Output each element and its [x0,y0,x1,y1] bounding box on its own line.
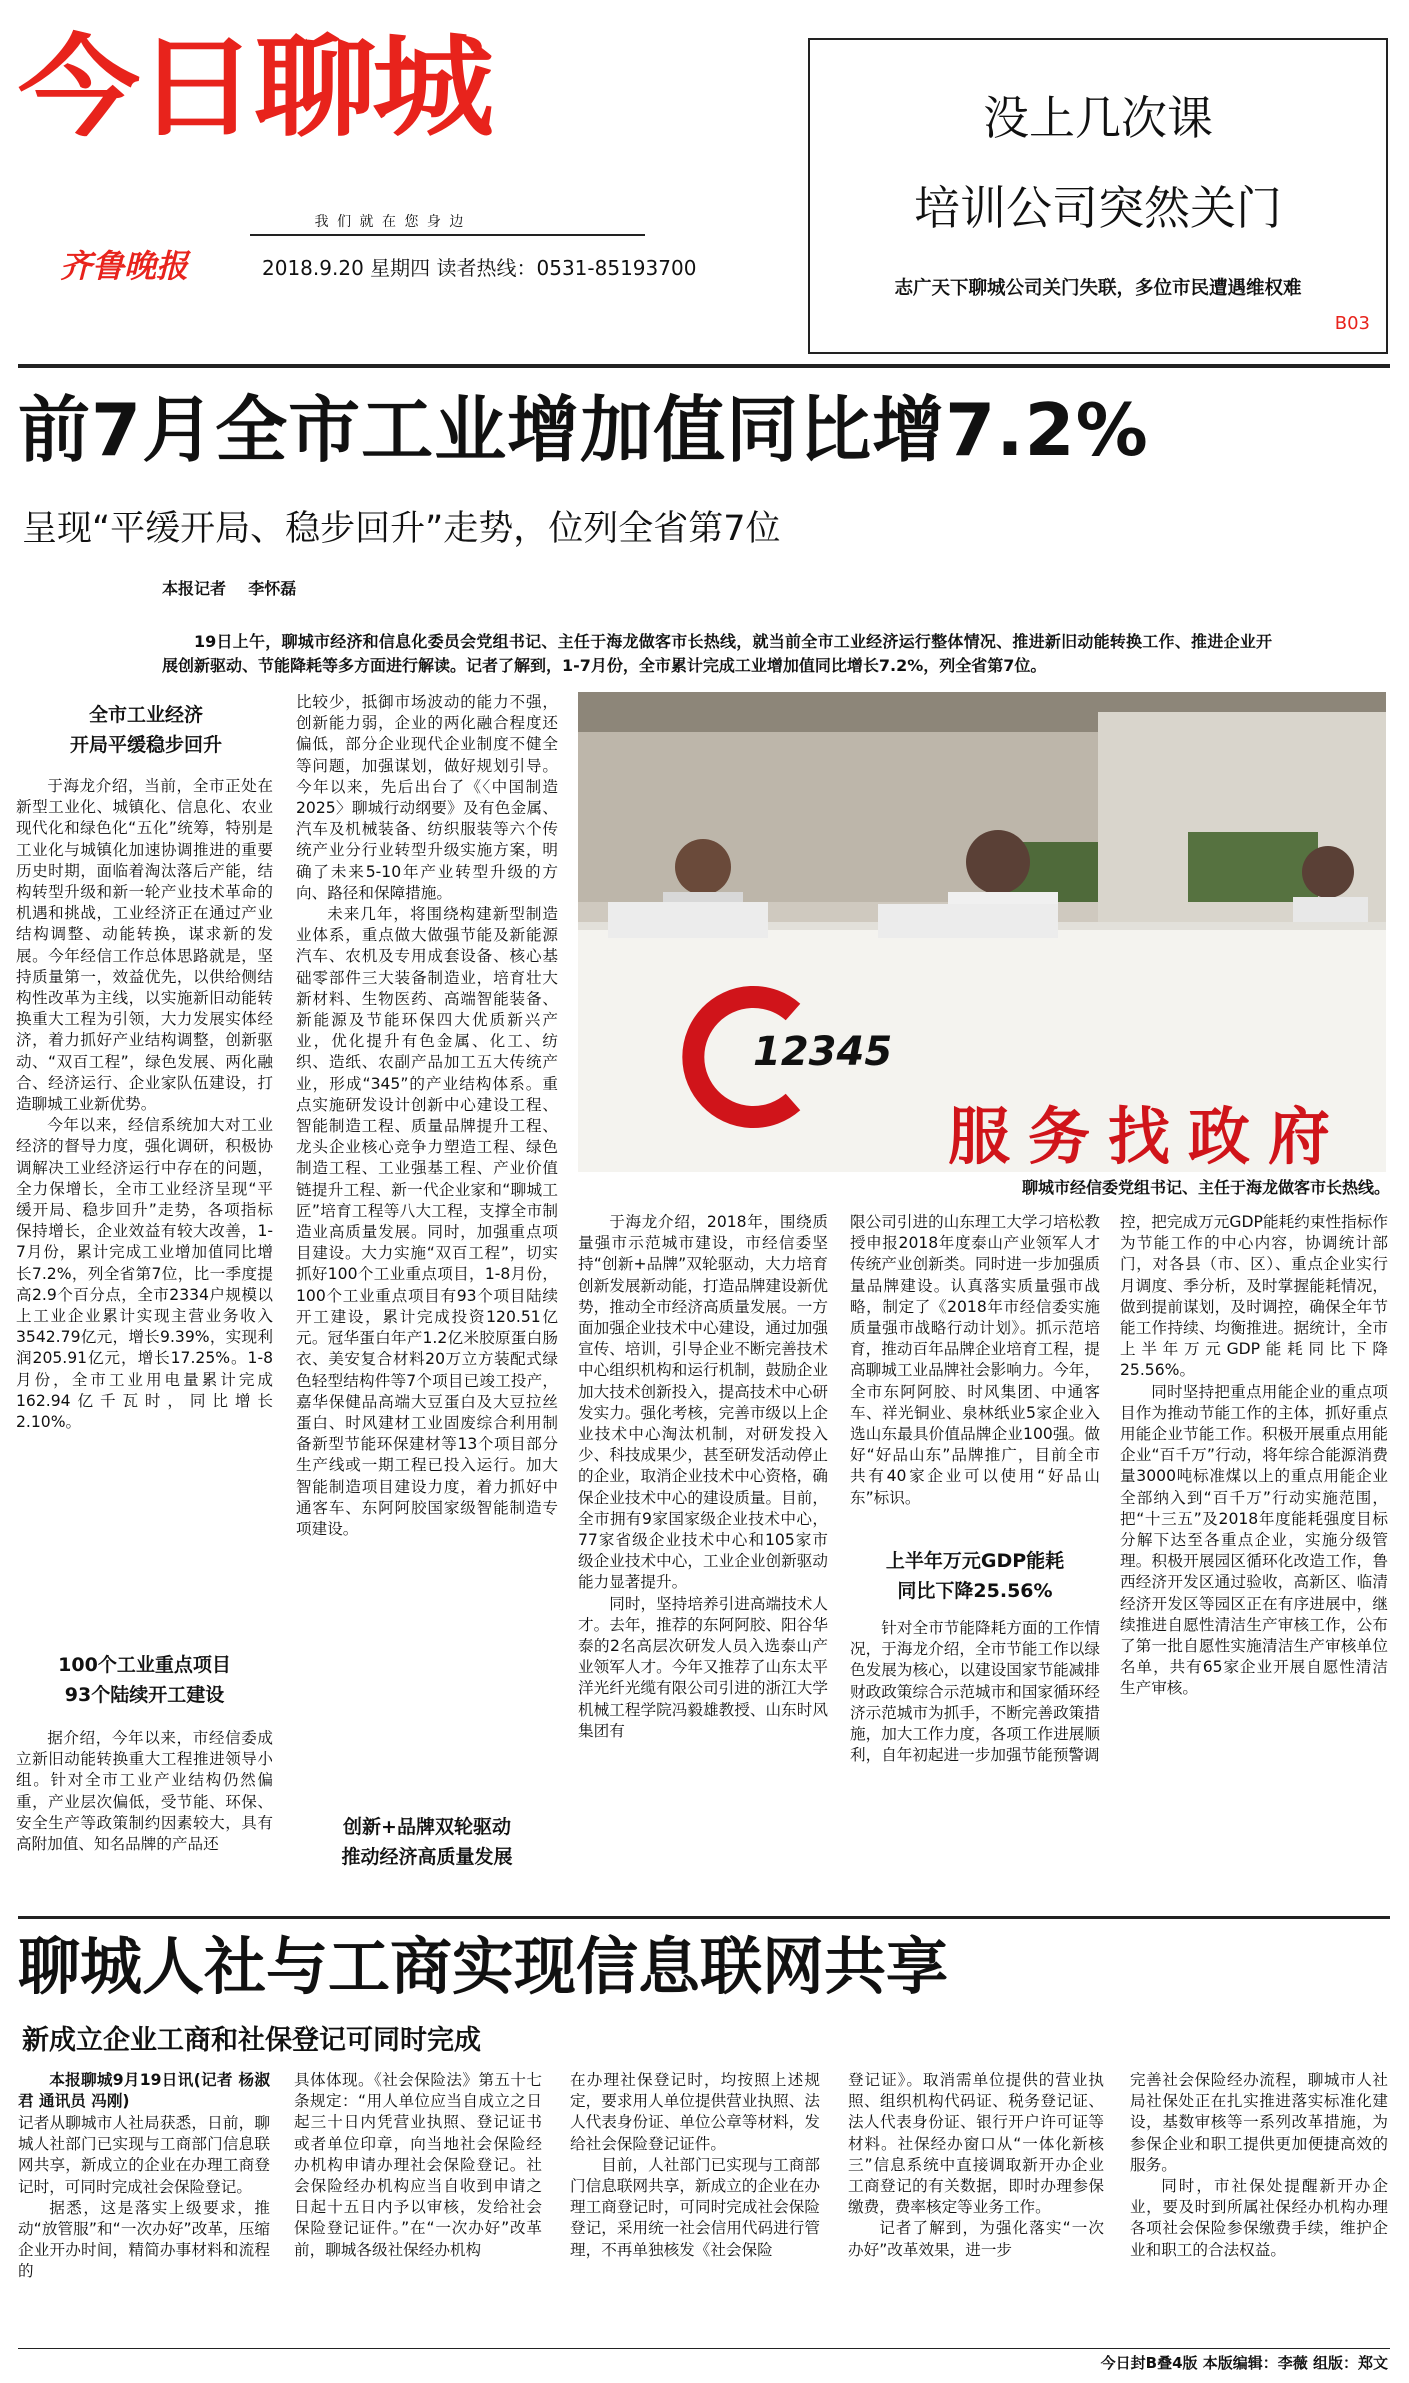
photo-number: 12345 [753,1029,893,1075]
subhead-2-line2: 93个陆续开工建设 [64,1684,225,1706]
paragraph: 记者从聊城市人社局获悉，日前，聊城人社部门已实现与工商部门信息联网共享，新成立的企业在办理工商登记时，可同时完成社会保险登记。 [18,2114,270,2196]
paragraph: 针对全市节能降耗方面的工作情况，于海龙介绍，全市节能工作以绿色发展为核心，以建设国家节能减排财政政策综合示范城市和国家循环经济示范城市为抓手，不断完善政策措施，加大工作力度，各项工作进展顺利，自年初起进一步加强节能预警调 [850,1619,1100,1765]
subhead-3-line1: 创新+品牌双轮驱动 [343,1816,511,1838]
article1-col1b [16,1728,273,1908]
paper-name: 齐鲁晚报 [60,247,189,285]
teaser-line1: 没上几次课 [983,91,1213,145]
paragraph: 同时，市社保处提醒新开办企业，要及时到所属社保经办机构办理各项社会保险参保缴费手续，维护企业和职工的合法权益。 [1130,2177,1388,2259]
article2-col4 [848,2070,1104,2343]
news-photo [578,692,1386,1172]
masthead-slogan: 我 们 就 在 您 身 边 [314,214,466,230]
masthead-logo: 今日聊城 [18,23,490,152]
page-footer: 今日封B叠4版 本版编辑：李薇 组版：郑文 [1100,2354,1388,2372]
article1-byline: 本报记者 李怀磊 [162,579,297,598]
paragraph: 控，把完成万元GDP能耗约束性指标作为节能工作的中心内容，协调统计部门，对各县（市、区）、重点企业实行月调度、季分析，及时掌握能耗情况，做到提前谋划，及时调控，确保全年节能工作持续、均衡推进。据统计，全市上半年万元GDP能耗同比下降25.56%。 [1120,1213,1388,1380]
paragraph: 同时，坚持培养引进高端技术人才。去年，推荐的东阿阿胶、阳谷华泰的2名高层次研发人员入选泰山产业领军人才。今年又推荐了山东太平洋光纤光缆有限公司引进的浙江大学机械工程学院冯毅雄教授、山东时风集团有 [578,1594,828,1740]
article1-col4b [850,1618,1100,1908]
subhead-1-line1: 全市工业经济 [88,704,203,726]
article1-col5 [1120,1212,1388,1908]
photo-caption: 聊城市经信委党组书记、主任于海龙做客市长热线。 [1021,1178,1390,1197]
article1-subhead: 呈现“平缓开局、稳步回升”走势，位列全省第7位 [22,509,781,549]
article1-col2 [296,692,558,1802]
article2-col2 [294,2070,542,2343]
subhead-3-line2: 推动经济高质量发展 [341,1846,513,1868]
teaser-sub: 志广天下聊城公司关门失联，多位市民遭遇维权难 [894,278,1302,299]
paragraph: 登记证》。取消需单位提供的营业执照、组织机构代码证、税务登记证、法人代表身份证、银行开户许可证等材料。社保经办窗口从“一体化新核三”信息系统中直接调取新开办企业工商登记的有关数据，即时办理参保缴费，费率核定等业务工作。 [848,2071,1104,2217]
photo-banner: 服务找政府 [948,1100,1349,1172]
paragraph: 于海龙介绍，2018年，围绕质量强市示范城市建设，市经信委坚持“创新+品牌”双轮驱动，大力培育创新发展新动能，打造品牌建设新优势，推动全市经济高质量发展。一方面加强企业技术中心建设，通过加强宣传、培训，引导企业不断完善技术中心组织机构和运行机制，鼓励企业加大技术创新投入，提高技术中心研发实力。强化考核，完善市级以上企业技术中心淘汰机制，对研发投入少、科技成果少，甚至研发活动停止的企业，取消企业技术中心资格，确保企业技术中心的建设质量。目前，全市拥有9家国家级企业技术中心，77家省级企业技术中心和105家市级企业技术中心，工业企业创新驱动能力显著提升。 [578,1213,828,1592]
article2-col1 [18,2113,270,2343]
paragraph: 记者了解到，为强化落实“一次办好”改革效果，进一步 [848,2219,1104,2259]
paragraph: 今年以来，经信系统加大对工业经济的督导力度，强化调研，积极协调解决工业经济运行中存在的问题，全力保增长，全市工业经济呈现“平缓开局、稳步回升”走势，各项指标保持增长，企业效益有较大改善，1-7月份，累计完成工业增加值同比增长7.2%，列全省第7位，比一季度提高2.9个百分点，全市2334户规模以上工业企业累计实现主营业务收入3542.79亿元，增长9.39%，实现利润205.91亿元，增长17.25%。1-8月份，全市工业用电量累计完成162.94亿千瓦时，同比增长2.10%。 [16,1116,273,1432]
teaser-line2: 培训公司突然关门 [914,181,1282,235]
paragraph: 比较少，抵御市场波动的能力不强，创新能力弱，企业的两化融合程度还偏低，部分企业现代企业制度不健全等问题，加强谋划，做好规划引导。今年以来，先后出台了《〈中国制造2025〉聊城行动纲要》及有色金属、汽车及机械装备、纺织服装等六个传统产业分行业转型升级实施方案，明确了未来5-10年产业转型升级的方向、路径和保障措施。 [296,693,558,902]
paragraph: 目前，人社部门已实现与工商部门信息联网共享，新成立的企业在办理工商登记时，可同时完成社会保险登记，采用统一社会信用代码进行管理，不再单独核发《社会保险 [570,2155,820,2259]
paragraph: 未来几年，将围绕构建新型制造业体系，重点做大做强节能及新能源汽车、农机及专用成套设备、核心基础零部件三大装备制造业，培育壮大新材料、生物医药、高端智能装备、新能源及节能环保四大优质新兴产业，优化提升有色金属、化工、纺织、造纸、农副产品加工五大传统产业，形成“345”的产业结构体系。重点实施研发设计创新中心建设工程、智能制造工程、质量品牌提升工程、龙头企业核心竞争力塑造工程、绿色制造工程、工业强基工程、产业价值链提升工程、新一代企业家和“聊城工匠”培育工程等八大工程，支撑全市制造业高质量发展。同时，加强重点项目建设。大力实施“双百工程”，切实抓好100个工业重点项目，1-8月份，100个工业重点项目有93个项目陆续开工建设，累计完成投资120.51亿元。冠华蛋白年产1.2亿米胶原蛋白肠衣、美安复合材料20万立方装配式绿色轻型结构件等7个项目已竣工投产，嘉华保健品高端大豆蛋白及大豆拉丝蛋白、时风建材工业固废综合利用制备新型节能环保建材等13个项目部分生产线或一期工程已投入运行。加大智能制造项目建设力度，着力抓好中通客车、东阿阿胶国家级智能制造专项建设。 [296,905,558,1538]
paragraph: 具体体现。《社会保险法》第五十七条规定：“用人单位应当自成立之日起三十日内凭营业执照、登记证书或者单位印章，向当地社会保险经办机构申请办理社会保险登记。社会保险经办机构应当自收到申请之日起十五日内予以审核，发给社会保险登记证件。”在“一次办好”改革前，聊城各级社保经办机构 [294,2071,542,2259]
article2-col3 [570,2070,820,2343]
subhead-3 [296,1812,558,1872]
paragraph: 完善社会保险经办流程，聊城市人社局社保处正在扎实推进落实标准化建设，基数审核等一系列改革措施，为参保企业和职工提供更加便捷高效的服务。 [1130,2071,1388,2174]
teaser-box[interactable] [808,38,1388,354]
paragraph: 于海龙介绍，当前，全市正处在新型工业化、城镇化、信息化、农业现代化和绿色化“五化”统筹，特别是工业化与城镇化加速协调推进的重要历史时期，面临着淘汰落后产能，结构转型升级和新一轮产业技术革命的机遇和挑战，工业经济正在通过产业结构调整、动能转换，谋求新的发展。今年经信工作总体思路就是，坚持质量第一，效益优先，以供给侧结构性改革为主线，以实施新旧动能转换重大工程为引领，大力发展实体经济，着力抓好产业结构调整，创新驱动、“双百工程”，绿色发展、两化融合、经济运行、企业家队伍建设，打造聊城工业新优势。 [16,777,273,1114]
subhead-1 [26,700,266,760]
dateline: 2018.9.20 星期四 读者热线：0531-85193700 [262,256,697,280]
paragraph: 在办理社保登记时，均按照上述规定，要求用人单位提供营业执照、法人代表身份证、单位公章等材料，发给社会保险登记证件。 [570,2071,820,2153]
article1-col3 [578,1212,828,1908]
paragraph: 限公司引进的山东理工大学刁培松教授申报2018年度泰山产业领军人才传统产业创新类。同时进一步加强质量品牌建设。认真落实质量强市战略，制定了《2018年市经信委实施质量强市战略行动计划》。抓示范培育，推动百年品牌企业培育工程，提高聊城工业品牌社会影响力。今年，全市东阿阿胶、时风集团、中通客车、祥光铜业、泉林纸业5家企业入选山东最具价值品牌企业100强。做好“好品山东”品牌推广，目前全市共有40家企业可以使用“好品山东”标识。 [850,1213,1100,1507]
article2-subhead: 新成立企业工商和社保登记可同时完成 [22,2025,481,2056]
article2-headline: 聊城人社与工商实现信息联网共享 [18,1930,949,2003]
subhead-2 [16,1650,273,1710]
teaser-page: B03 [1334,313,1370,334]
subhead-4-line2: 同比下降25.56% [897,1580,1053,1602]
paragraph: 同时坚持把重点用能企业的重点项目作为推动节能工作的主体，抓好重点用能企业节能工作。积极开展重点用能企业“百千万”行动，将年综合能源消费量3000吨标准煤以上的重点用能企业全部纳入到“百千万”行动实施范围，把“十三五”及2018年度能耗强度目标分解下达至各重点企业，实施分级管理。积极开展园区循环化改造工作，鲁西经济开发区通过验收，高新区、临清经济开发区等园区正在有序进展中，继续推进自愿性清洁生产审核工作，公布了第一批自愿性实施清洁生产审核单位名单，共有65家企业开展自愿性清洁生产审核。 [1120,1382,1388,1698]
article1-col4 [850,1212,1100,1542]
subhead-4 [850,1546,1100,1606]
subhead-1-line2: 开局平缓稳步回升 [69,734,222,756]
paragraph: 据悉，这是落实上级要求，推动“放管服”和“一次办好”改革，压缩企业开办时间，精简办事材料和流程的 [18,2198,270,2281]
article2-col5 [1130,2070,1388,2343]
subhead-2-line1: 100个工业重点项目 [58,1654,231,1676]
subhead-4-line1: 上半年万元GDP能耗 [885,1550,1065,1572]
article1-lead: 19日上午，聊城市经济和信息化委员会党组书记、主任于海龙做客市长热线，就当前全市工业经济运行整体情况、推进新旧动能转换工作、推进企业开展创新驱动、节能降耗等多方面进行解读。记者了解到，1-7月份，全市累计完成工业增加值同比增长7.2%，列全省第7位。 [162,632,1272,675]
article2-byline: 本报聊城9月19日讯(记者 杨淑君 通讯员 冯刚) [18,2071,270,2111]
paragraph: 据介绍，今年以来，市经信委成立新旧动能转换重大工程推进领导小组。针对全市工业产业结构仍然偏重，产业层次偏低，受节能、环保、安全生产等政策制约因素较大，具有高附加值、知名品牌的产品还 [16,1729,273,1854]
article1-headline: 前7月全市工业增加值同比增7.2% [18,388,1149,472]
article1-col1 [16,776,273,1646]
